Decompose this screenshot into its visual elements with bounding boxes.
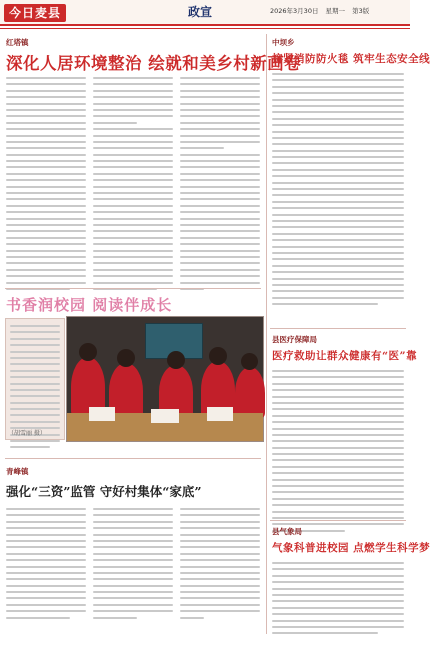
right-top-body bbox=[272, 73, 404, 305]
right-mid-headline: 医疗救助让群众健康有“医”靠 bbox=[272, 350, 418, 362]
photo-student-head bbox=[209, 347, 227, 365]
lead-headline: 深化人居环境整治 绘就和美乡村新画卷 bbox=[6, 54, 302, 73]
masthead bbox=[0, 0, 410, 30]
section-divider bbox=[270, 520, 406, 521]
bottom-left-body-col-3 bbox=[180, 508, 260, 619]
section-divider bbox=[270, 328, 406, 329]
bottom-left-headline: 强化“三资”监管 守好村集体“家底” bbox=[6, 484, 202, 499]
right-mid-kicker: 县医疗保障局 bbox=[272, 335, 317, 344]
right-bot-headline: 气象科普进校园 点燃学生科学梦 bbox=[272, 542, 430, 554]
masthead-rule bbox=[0, 24, 410, 26]
bottom-left-body-col-2 bbox=[93, 508, 173, 619]
masthead-rule-thin bbox=[0, 28, 410, 29]
right-bot-body bbox=[272, 562, 404, 634]
photo-caption-box bbox=[5, 318, 65, 440]
photo-credit: （胡雪丽 摄） bbox=[8, 430, 46, 437]
photo-book bbox=[151, 409, 179, 423]
section-divider bbox=[5, 288, 261, 289]
bottom-left-body-col-1 bbox=[6, 508, 86, 619]
classroom-reading-photo bbox=[66, 316, 264, 442]
section-title: 政宣 bbox=[187, 5, 212, 19]
right-mid-body bbox=[272, 370, 404, 532]
section-divider bbox=[5, 458, 261, 459]
right-bot-kicker: 县气象局 bbox=[272, 527, 302, 536]
photo-student-head bbox=[241, 353, 258, 370]
right-top-kicker: 中坝乡 bbox=[272, 38, 295, 47]
lead-kicker: 红塔镇 bbox=[6, 38, 29, 47]
lead-body-col-2 bbox=[93, 77, 173, 290]
lead-body-col-3 bbox=[180, 77, 260, 290]
newspaper-logo: 今日麦县 bbox=[4, 4, 66, 22]
photo-feature-title: 书香润校园 阅读伴成长 bbox=[6, 296, 173, 314]
photo-student bbox=[235, 367, 265, 419]
photo-student-head bbox=[117, 349, 135, 367]
column-divider bbox=[266, 34, 267, 634]
right-top-headline: 挤紧消防防火毯 筑牢生态安全线 bbox=[272, 53, 430, 65]
photo-student-head bbox=[79, 343, 97, 361]
bottom-left-kicker: 青峰镇 bbox=[6, 467, 29, 476]
issue-date: 2026年3月30日 bbox=[270, 7, 319, 15]
issue-weekday: 星期一 bbox=[325, 7, 346, 15]
issue-info bbox=[270, 6, 374, 15]
photo-book bbox=[207, 407, 233, 421]
photo-student-head bbox=[167, 351, 185, 369]
issue-page: 第3版 bbox=[352, 7, 370, 15]
lead-body-col-1 bbox=[6, 77, 86, 290]
photo-book bbox=[89, 407, 115, 421]
